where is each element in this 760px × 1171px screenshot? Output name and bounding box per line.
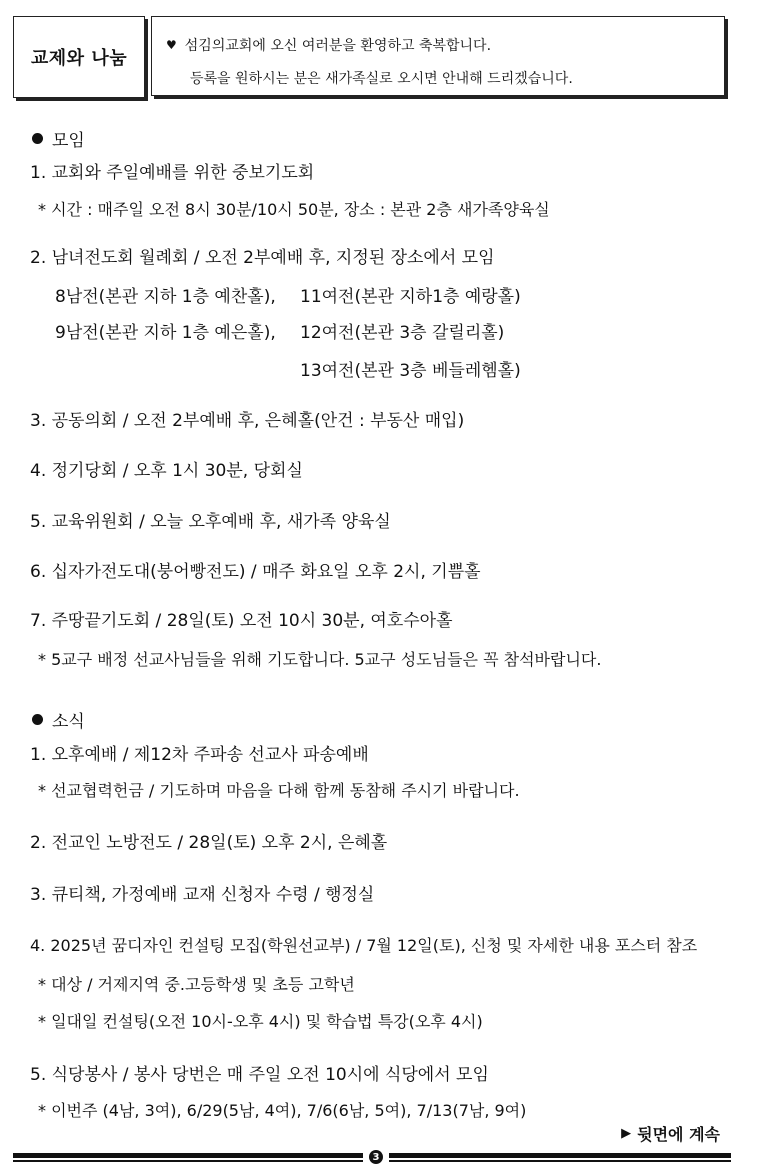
list-item: 12여전(본관 3층 갈릴리홀) [300, 323, 505, 343]
list-item: 5. 교육위원회 / 오늘 오후예배 후, 새가족 양육실 [30, 512, 391, 532]
list-item: 4. 정기당회 / 오후 1시 30분, 당회실 [30, 461, 303, 481]
page-number: 3 [369, 1150, 383, 1164]
heart-icon: ♥ [166, 38, 177, 52]
list-item: 4. 2025년 꿈디자인 컨설팅 모집(학원선교부) / 7월 12일(토), 신청 및 자세한 내용 포스터 참조 [30, 936, 698, 955]
list-item: 9남전(본관 지하 1층 예은홀), [55, 323, 276, 343]
list-item: * 5교구 배정 선교사님들을 위해 기도합니다. 5교구 성도님들은 꼭 참석바랍니다. [38, 650, 602, 669]
welcome-box [151, 16, 725, 96]
list-item: * 이번주 (4남, 3여), 6/29(5남, 4여), 7/6(6남, 5여), 7/13(7남, 9여) [38, 1101, 527, 1120]
divider [389, 1153, 731, 1158]
welcome-text-1: 섬김의교회에 오신 여러분을 환영하고 축복합니다. [184, 38, 492, 54]
list-item: 1. 교회와 주일예배를 위한 중보기도회 [30, 163, 315, 183]
footer-rule [13, 1150, 731, 1164]
continue-on-back: ▶ 뒷면에 계속 [621, 1125, 720, 1144]
list-item: 3. 공동의회 / 오전 2부예배 후, 은혜홀(안건 : 부동산 매입) [30, 411, 465, 431]
list-item: 2. 남녀전도회 월례회 / 오전 2부예배 후, 지정된 장소에서 모임 [30, 248, 495, 268]
list-item: * 일대일 컨설팅(오전 10시-오후 4시) 및 학습법 특강(오후 4시) [38, 1012, 483, 1031]
list-item: 5. 식당봉사 / 봉사 당번은 매 주일 오전 10시에 식당에서 모임 [30, 1065, 489, 1085]
divider [389, 1160, 731, 1162]
list-item: 1. 오후예배 / 제12차 주파송 선교사 파송예배 [30, 745, 369, 765]
news-heading: 소식 [32, 707, 85, 732]
header [13, 16, 727, 98]
divider [13, 1160, 363, 1162]
section-title: 교제와 나눔 [13, 16, 145, 98]
filled-circle-icon [32, 714, 43, 725]
list-item: 7. 주땅끝기도회 / 28일(토) 오전 10시 30분, 여호수아홀 [30, 611, 453, 631]
list-item: 2. 전교인 노방전도 / 28일(토) 오후 2시, 은혜홀 [30, 833, 388, 853]
divider [13, 1153, 363, 1158]
right-triangle-icon: ▶ [621, 1126, 632, 1141]
list-item: 8남전(본관 지하 1층 예찬홀), [55, 287, 276, 307]
list-item: 6. 십자가전도대(붕어빵전도) / 매주 화요일 오후 2시, 기쁨홀 [30, 562, 481, 582]
list-item: * 선교협력헌금 / 기도하며 마음을 다해 함께 동참해 주시기 바랍니다. [38, 781, 520, 800]
meetings-heading: 모임 [32, 126, 85, 151]
list-item: * 대상 / 거제지역 중.고등학생 및 초등 고학년 [38, 975, 355, 994]
welcome-text-2: 등록을 원하시는 분은 새가족실로 오시면 안내해 드리겠습니다. [190, 71, 573, 87]
list-item: 3. 큐티책, 가정예배 교재 신청자 수령 / 행정실 [30, 885, 375, 905]
list-item: 11여전(본관 지하1층 예랑홀) [300, 287, 521, 307]
list-item: 13여전(본관 3층 베들레헴홀) [300, 361, 521, 381]
list-item: * 시간 : 매주일 오전 8시 30분/10시 50분, 장소 : 본관 2층 새가족양육실 [38, 200, 550, 219]
filled-circle-icon [32, 133, 43, 144]
